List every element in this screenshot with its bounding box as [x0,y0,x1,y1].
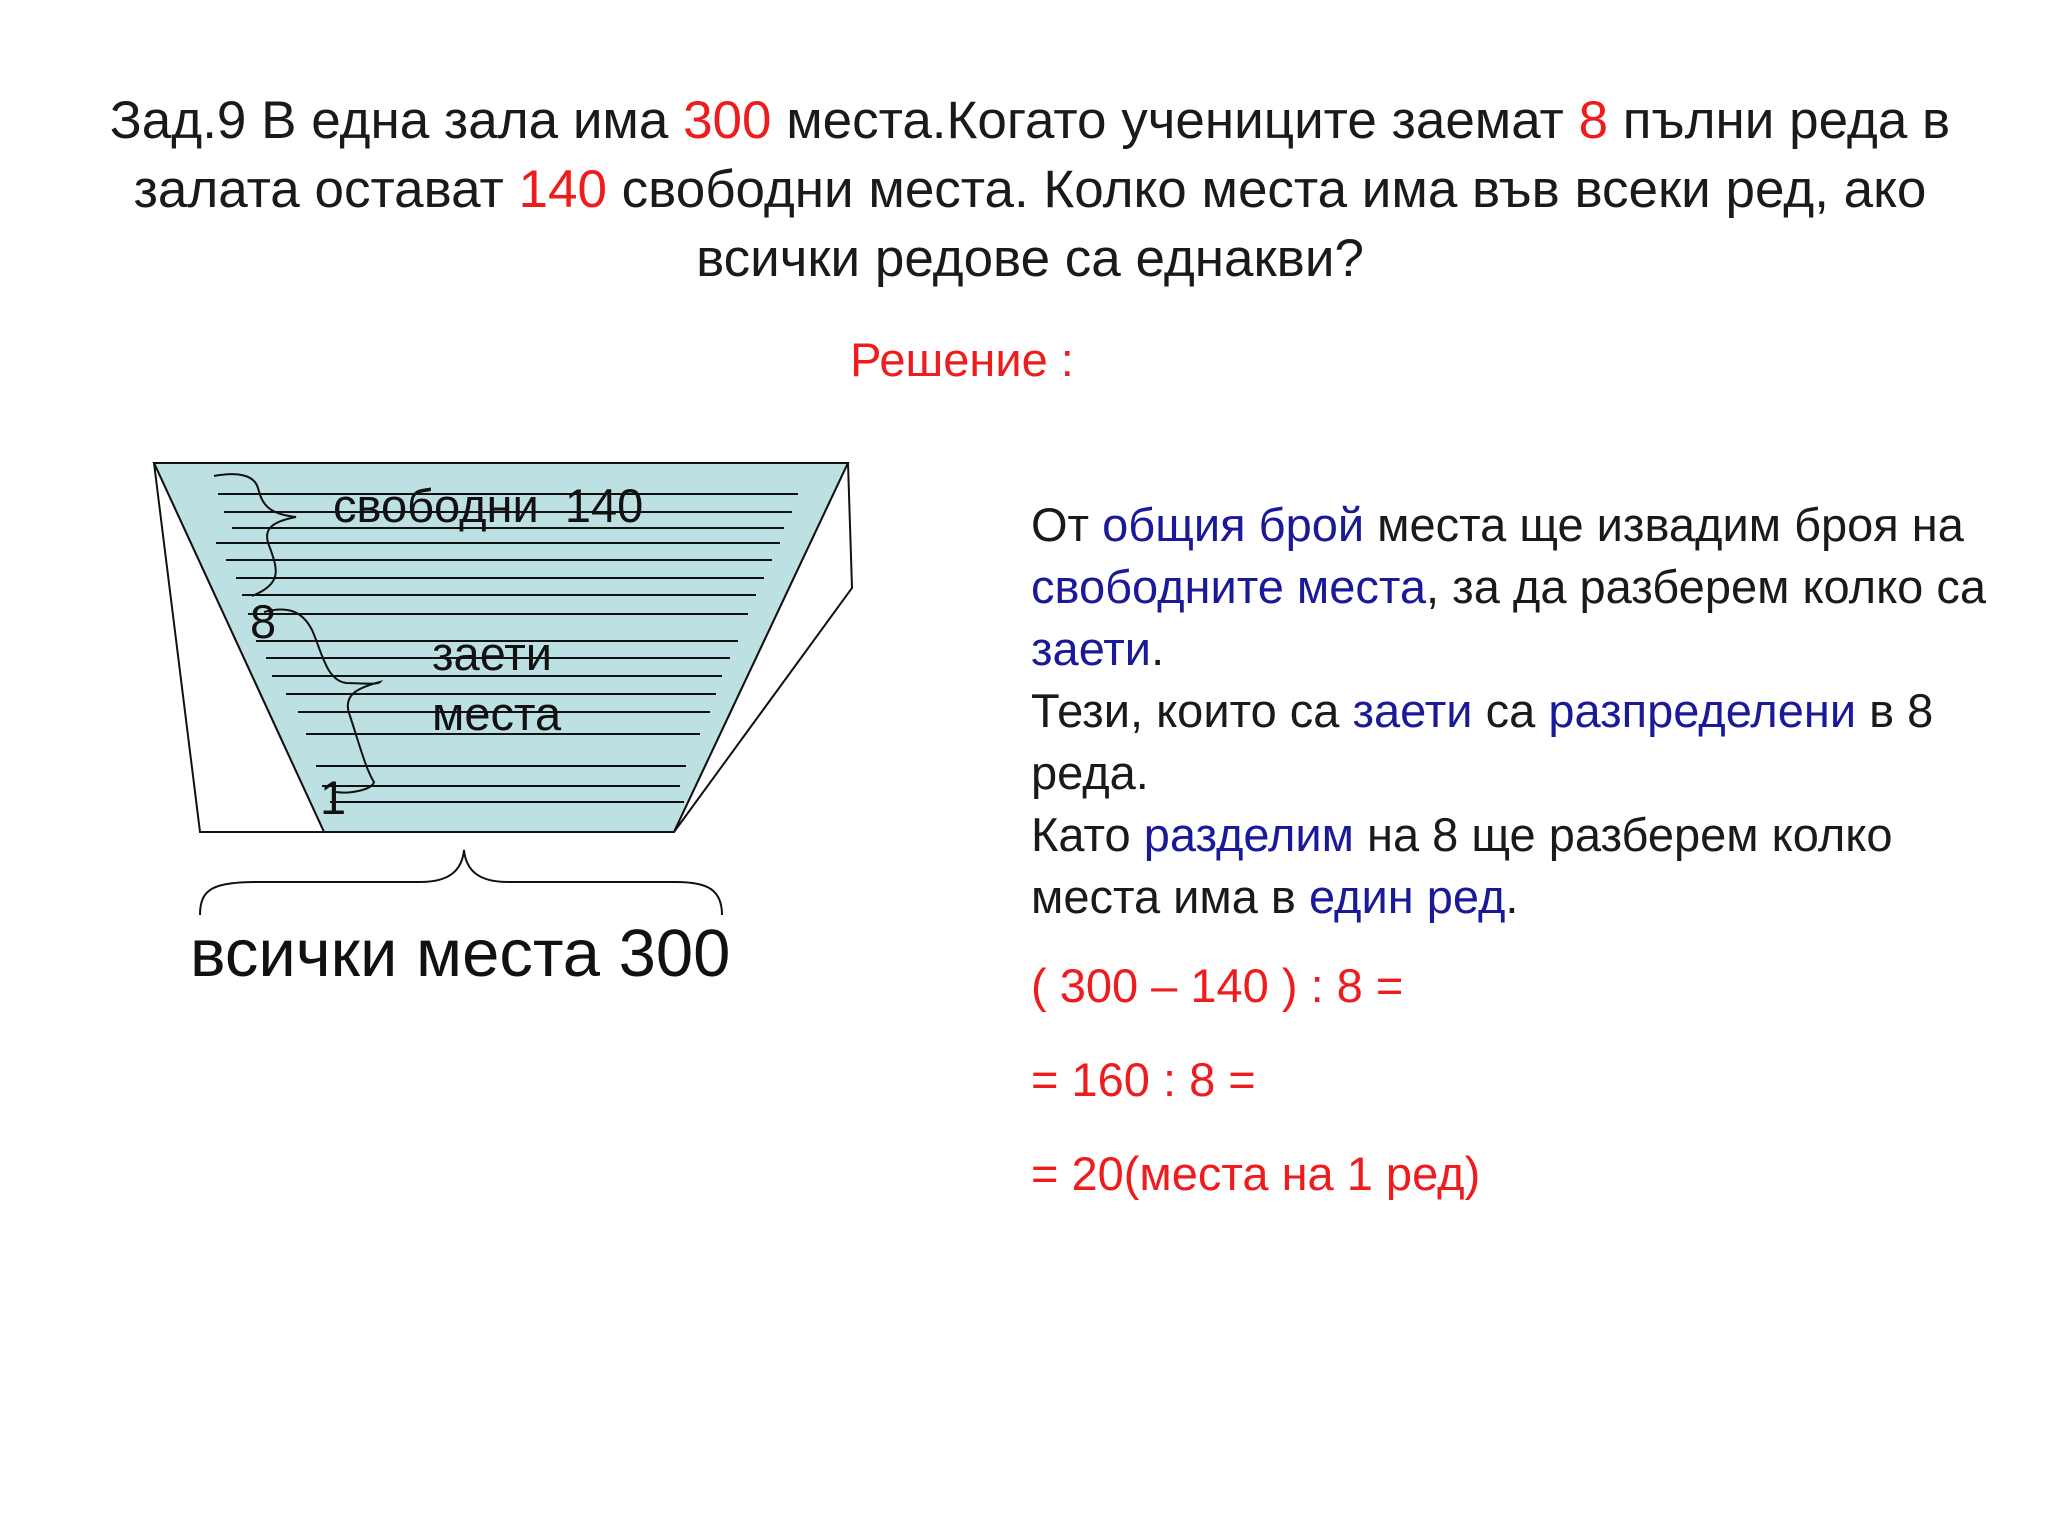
problem-text-4: свободни места. Колко места има във всеки ред, ако всички редове са еднакви? [606,160,1927,288]
occupied-label-line1: заети [432,627,553,680]
text: на 8 ще разберем колко места има в [1031,808,1893,923]
highlight-term: разпределени [1548,684,1857,737]
explanation-sentence-3 [1031,804,2031,928]
highlight-term: един ред [1308,870,1506,923]
text: . [1505,870,1519,923]
total-seats-label: всички места 300 [190,916,731,991]
highlight-term: разделим [1143,808,1354,861]
row-number-top: 8 [250,595,277,648]
text: са [1472,684,1549,737]
highlight-term: заети [1352,684,1473,737]
problem-text-3: пълни реда в залата остават [133,91,1951,219]
highlight-term: заети [1031,622,1152,675]
number-total-seats: 300 [683,91,772,150]
text: Тези, които са [1031,684,1353,737]
problem-text-2: места.Когато учениците заемат [771,91,1579,150]
total-brace [200,850,722,915]
calculation-line-1: ( 300 – 140 ) : 8 = [1031,959,1404,1012]
text: в 8 реда. [1031,684,1934,799]
text: . [1151,622,1165,675]
number-full-rows: 8 [1578,91,1609,150]
solution-explanation [1031,494,2031,928]
solution-heading: Решение : [850,333,1074,386]
highlight-term: свободните места [1031,560,1427,613]
occupied-label-line2: места [432,687,562,740]
calculation-line-2: = 160 : 8 = [1031,1053,1256,1106]
text: места ще извадим броя на [1364,498,1964,551]
free-seats-label: свободни 140 [333,479,644,532]
text: , за да разберем колко са [1426,560,1987,613]
calculation-line-3: = 20(места на 1 ред) [1031,1147,1481,1200]
text: От [1031,498,1103,551]
row-number-bottom: 1 [320,771,347,824]
text: Като [1031,808,1144,861]
highlight-term: общия брой [1102,498,1365,551]
explanation-sentence-2 [1031,680,2031,804]
problem-text-1: Зад.9 В една зала има [109,91,684,150]
explanation-sentence-1 [1031,494,2031,680]
number-free-seats: 140 [518,160,607,219]
